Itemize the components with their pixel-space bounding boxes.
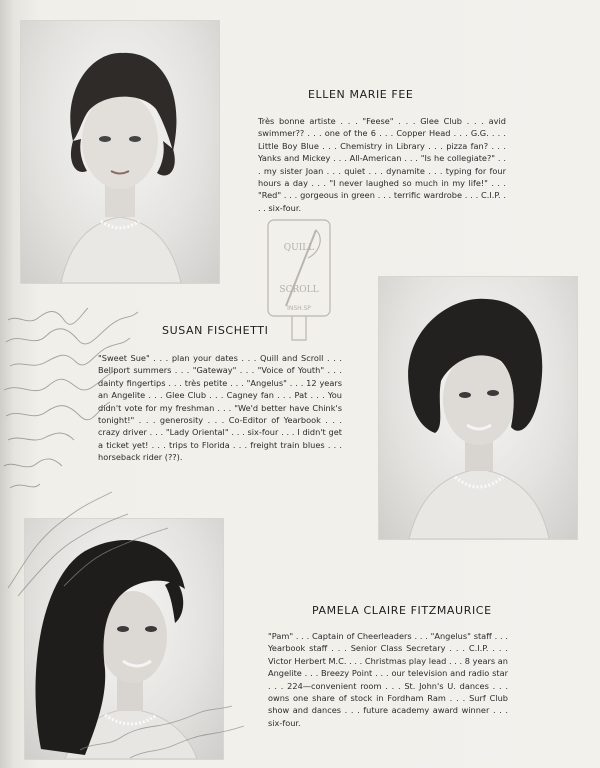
portrait-susan-fischetti <box>378 276 578 540</box>
senior-bio-ellen: Très bonne artiste . . . "Feese" . . . Glee Club . . . avid swimmer?? . . . one of the 6 . . . Copper Head . . . G.G. . . . Little Boy Blue . . . Chemistry in Library . . . pizza fan? . . . Yanks and Mickey . . . All-American . . . "Is he collegiate?" . . . my sister Joan . . . quiet . . . dynamite . . . typing for four hours a day . . . "I never laughed so much in my life!" . . . "Red" . . . gorgeous in green . . . terrific wardrobe . . . C.I.P. . . . six-four. <box>258 116 506 213</box>
senior-name-pamela: PAMELA CLAIRE FITZMAURICE <box>312 604 492 617</box>
portrait-ellen-marie-fee <box>20 20 220 284</box>
senior-bio-susan: "Sweet Sue" . . . plan your dates . . . Quill and Scroll . . . Bellport summers . . . "Gateway" . . . "Voice of Youth" . . . dainty fingertips . . . très petite . . . "Angelus" . . . 12 years an Angelite . . . Glee Club . . . Cagney fan . . . Pat . . . You didn't vote for my freshman . . . "We'd better have Chink's tonight!" . . . generosity . . . Co-Editor of Yearbook . . . crazy driver . . . "Lady Oriental" . . . six-four . . . I didn't get a ticket yet! . . . trips to Florida . . . freight train blues . . . horseback rider (??). <box>98 353 342 463</box>
emblem-top-text: QUILL <box>283 243 315 253</box>
senior-name-susan: SUSAN FISCHETTI <box>162 324 269 337</box>
quill-and-scroll-emblem <box>262 216 336 344</box>
portrait-pamela-claire-fitzmaurice <box>24 518 224 760</box>
emblem-mid-text: SCROLL <box>279 285 319 295</box>
portrait-susan-drawing <box>379 277 577 539</box>
senior-name-ellen: ELLEN MARIE FEE <box>308 88 414 101</box>
portrait-pamela-drawing <box>25 519 223 759</box>
senior-bio-pamela: "Pam" . . . Captain of Cheerleaders . . . "Angelus" staff . . . Yearbook staff . . . Senior Class Secretary . . . C.I.P. . . . Victor Herbert M.C. . . . Christmas play lead . . . 8 years an Angelite . . . Breezy Point . . . our television and radio star . . . 224—convenient room . . . St. John's U. dances . . . owns one share of stock in Fordham Ram . . . Surf Club show and dances . . . future academy award winner . . . six-four. <box>268 631 508 728</box>
portrait-ellen-drawing <box>21 21 219 283</box>
emblem-bottom-text: INSH.SP <box>287 305 311 312</box>
